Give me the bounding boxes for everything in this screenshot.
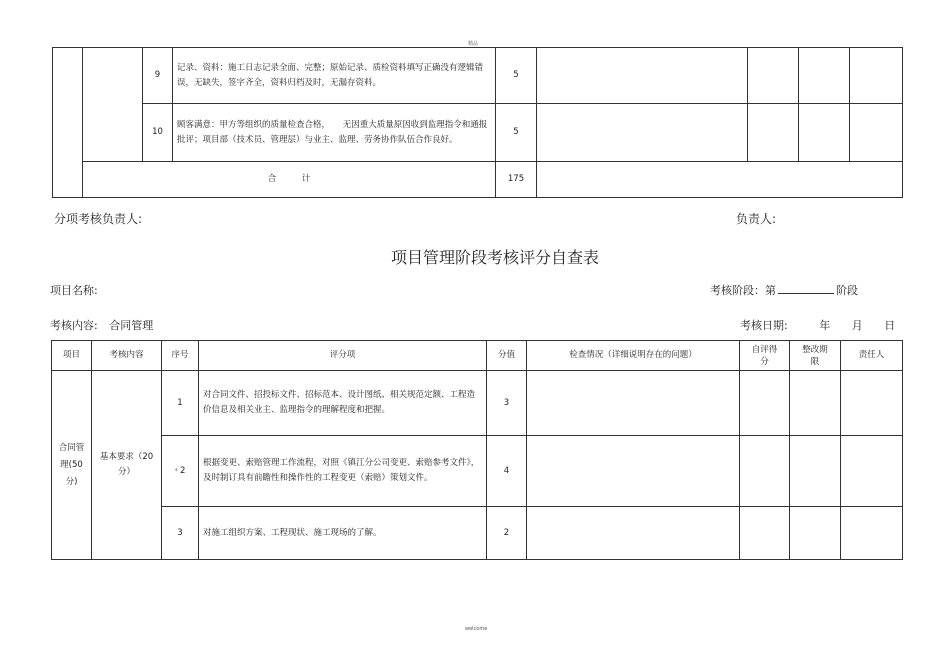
header-mark: 精品 <box>468 41 479 47</box>
deadline-cell[interactable] <box>790 507 841 560</box>
check-cell[interactable] <box>527 436 740 507</box>
table-row <box>52 436 903 507</box>
check-cell[interactable] <box>527 507 740 560</box>
row-number: 9 <box>143 48 173 104</box>
self-score-cell[interactable] <box>748 48 799 104</box>
row-number: 3 <box>162 507 199 560</box>
row-score: 3 <box>487 371 527 436</box>
main-table <box>51 340 903 560</box>
header-person: 责任人 <box>841 341 903 371</box>
person-cell[interactable] <box>841 436 903 507</box>
header-project: 项目 <box>52 341 92 371</box>
star-mark: * <box>174 466 179 475</box>
header-row <box>52 341 903 371</box>
table-row <box>53 48 903 104</box>
content-value: 合同管理 <box>109 319 154 332</box>
table-row <box>53 104 903 162</box>
row-number-cell <box>162 436 199 507</box>
date-month: 月 <box>851 319 863 332</box>
date-day: 日 <box>884 319 896 332</box>
header-item: 评分项 <box>199 341 487 371</box>
signature-left: 分项考核负责人: <box>54 212 143 226</box>
person-cell[interactable] <box>841 371 903 436</box>
header-content: 考核内容 <box>92 341 162 371</box>
header-no: 序号 <box>162 341 199 371</box>
total-remarks-cell <box>537 162 903 198</box>
stage-input[interactable] <box>778 283 834 294</box>
stage-prefix: 考核阶段：第 <box>710 284 776 297</box>
deadline-cell[interactable] <box>799 48 850 104</box>
row-item: 根据变更、索赔管理工作流程，对照《镇江分公司变更、索赔参考文件》，及时制订具有前瞻性和操作性的工程变更（索赔）策划文件。 <box>199 436 487 507</box>
header-score: 分值 <box>487 341 527 371</box>
person-cell[interactable] <box>850 48 903 104</box>
self-score-cell[interactable] <box>740 436 790 507</box>
date-year: 年 <box>819 319 831 332</box>
project-cell-empty <box>53 48 83 198</box>
content-cell: 基本要求（20分） <box>92 371 162 560</box>
table-row <box>52 507 903 560</box>
row-number: 1 <box>162 371 199 436</box>
stage-field <box>710 282 858 298</box>
row-score: 5 <box>496 104 537 162</box>
check-cell[interactable] <box>537 48 748 104</box>
footer-mark: welcome <box>465 626 488 632</box>
top-table <box>52 47 903 198</box>
row-item: 对合同文件、招投标文件、招标范本、设计图纸、相关规范定额、工程造价信息及相关业主、监理指令的理解程度和把握。 <box>199 371 487 436</box>
content-field <box>50 317 153 333</box>
header-deadline: 整改期限 <box>790 341 841 371</box>
date-field <box>740 317 895 333</box>
table-row <box>52 371 903 436</box>
stage-suffix: 阶段 <box>836 284 858 297</box>
total-row <box>53 162 903 198</box>
row-number: 10 <box>143 104 173 162</box>
row-item: 对施工组织方案、工程现状、施工现场的了解。 <box>199 507 487 560</box>
self-score-cell[interactable] <box>748 104 799 162</box>
signature-right: 负责人: <box>736 212 777 226</box>
person-cell[interactable] <box>850 104 903 162</box>
row-score: 4 <box>487 436 527 507</box>
content-label: 考核内容: <box>50 319 98 332</box>
page-title: 项目管理阶段考核评分自查表 <box>390 248 599 267</box>
row-item: 顾客满意：甲方等组织的质量检查合格， 无因重大质量原因收到监理指令和通报批评；项目部（技术员、管理层）与业主、监理、劳务协作队伍合作良好。 <box>173 104 496 162</box>
check-cell[interactable] <box>527 371 740 436</box>
header-self-score: 自评得分 <box>740 341 790 371</box>
person-cell[interactable] <box>841 507 903 560</box>
content-cell-empty <box>83 48 143 162</box>
deadline-cell[interactable] <box>790 436 841 507</box>
total-label: 合 计 <box>83 162 496 198</box>
deadline-cell[interactable] <box>790 371 841 436</box>
project-cell: 合同管理(50分) <box>52 371 92 560</box>
header-check: 检查情况（详细说明存在的问题） <box>527 341 740 371</box>
deadline-cell[interactable] <box>799 104 850 162</box>
row-score: 5 <box>496 48 537 104</box>
self-score-cell[interactable] <box>740 507 790 560</box>
self-score-cell[interactable] <box>740 371 790 436</box>
row-score: 2 <box>487 507 527 560</box>
date-label: 考核日期: <box>740 319 788 332</box>
row-number: 2 <box>180 465 186 476</box>
project-name-label: 项目名称: <box>50 284 98 297</box>
row-item: 记录、资料：施工日志记录全面、完整；原始记录、质检资料填写正确没有逻辑错误，无缺失，签字齐全，资料归档及时，无漏存资料。 <box>173 48 496 104</box>
total-score: 175 <box>496 162 537 198</box>
check-cell[interactable] <box>537 104 748 162</box>
